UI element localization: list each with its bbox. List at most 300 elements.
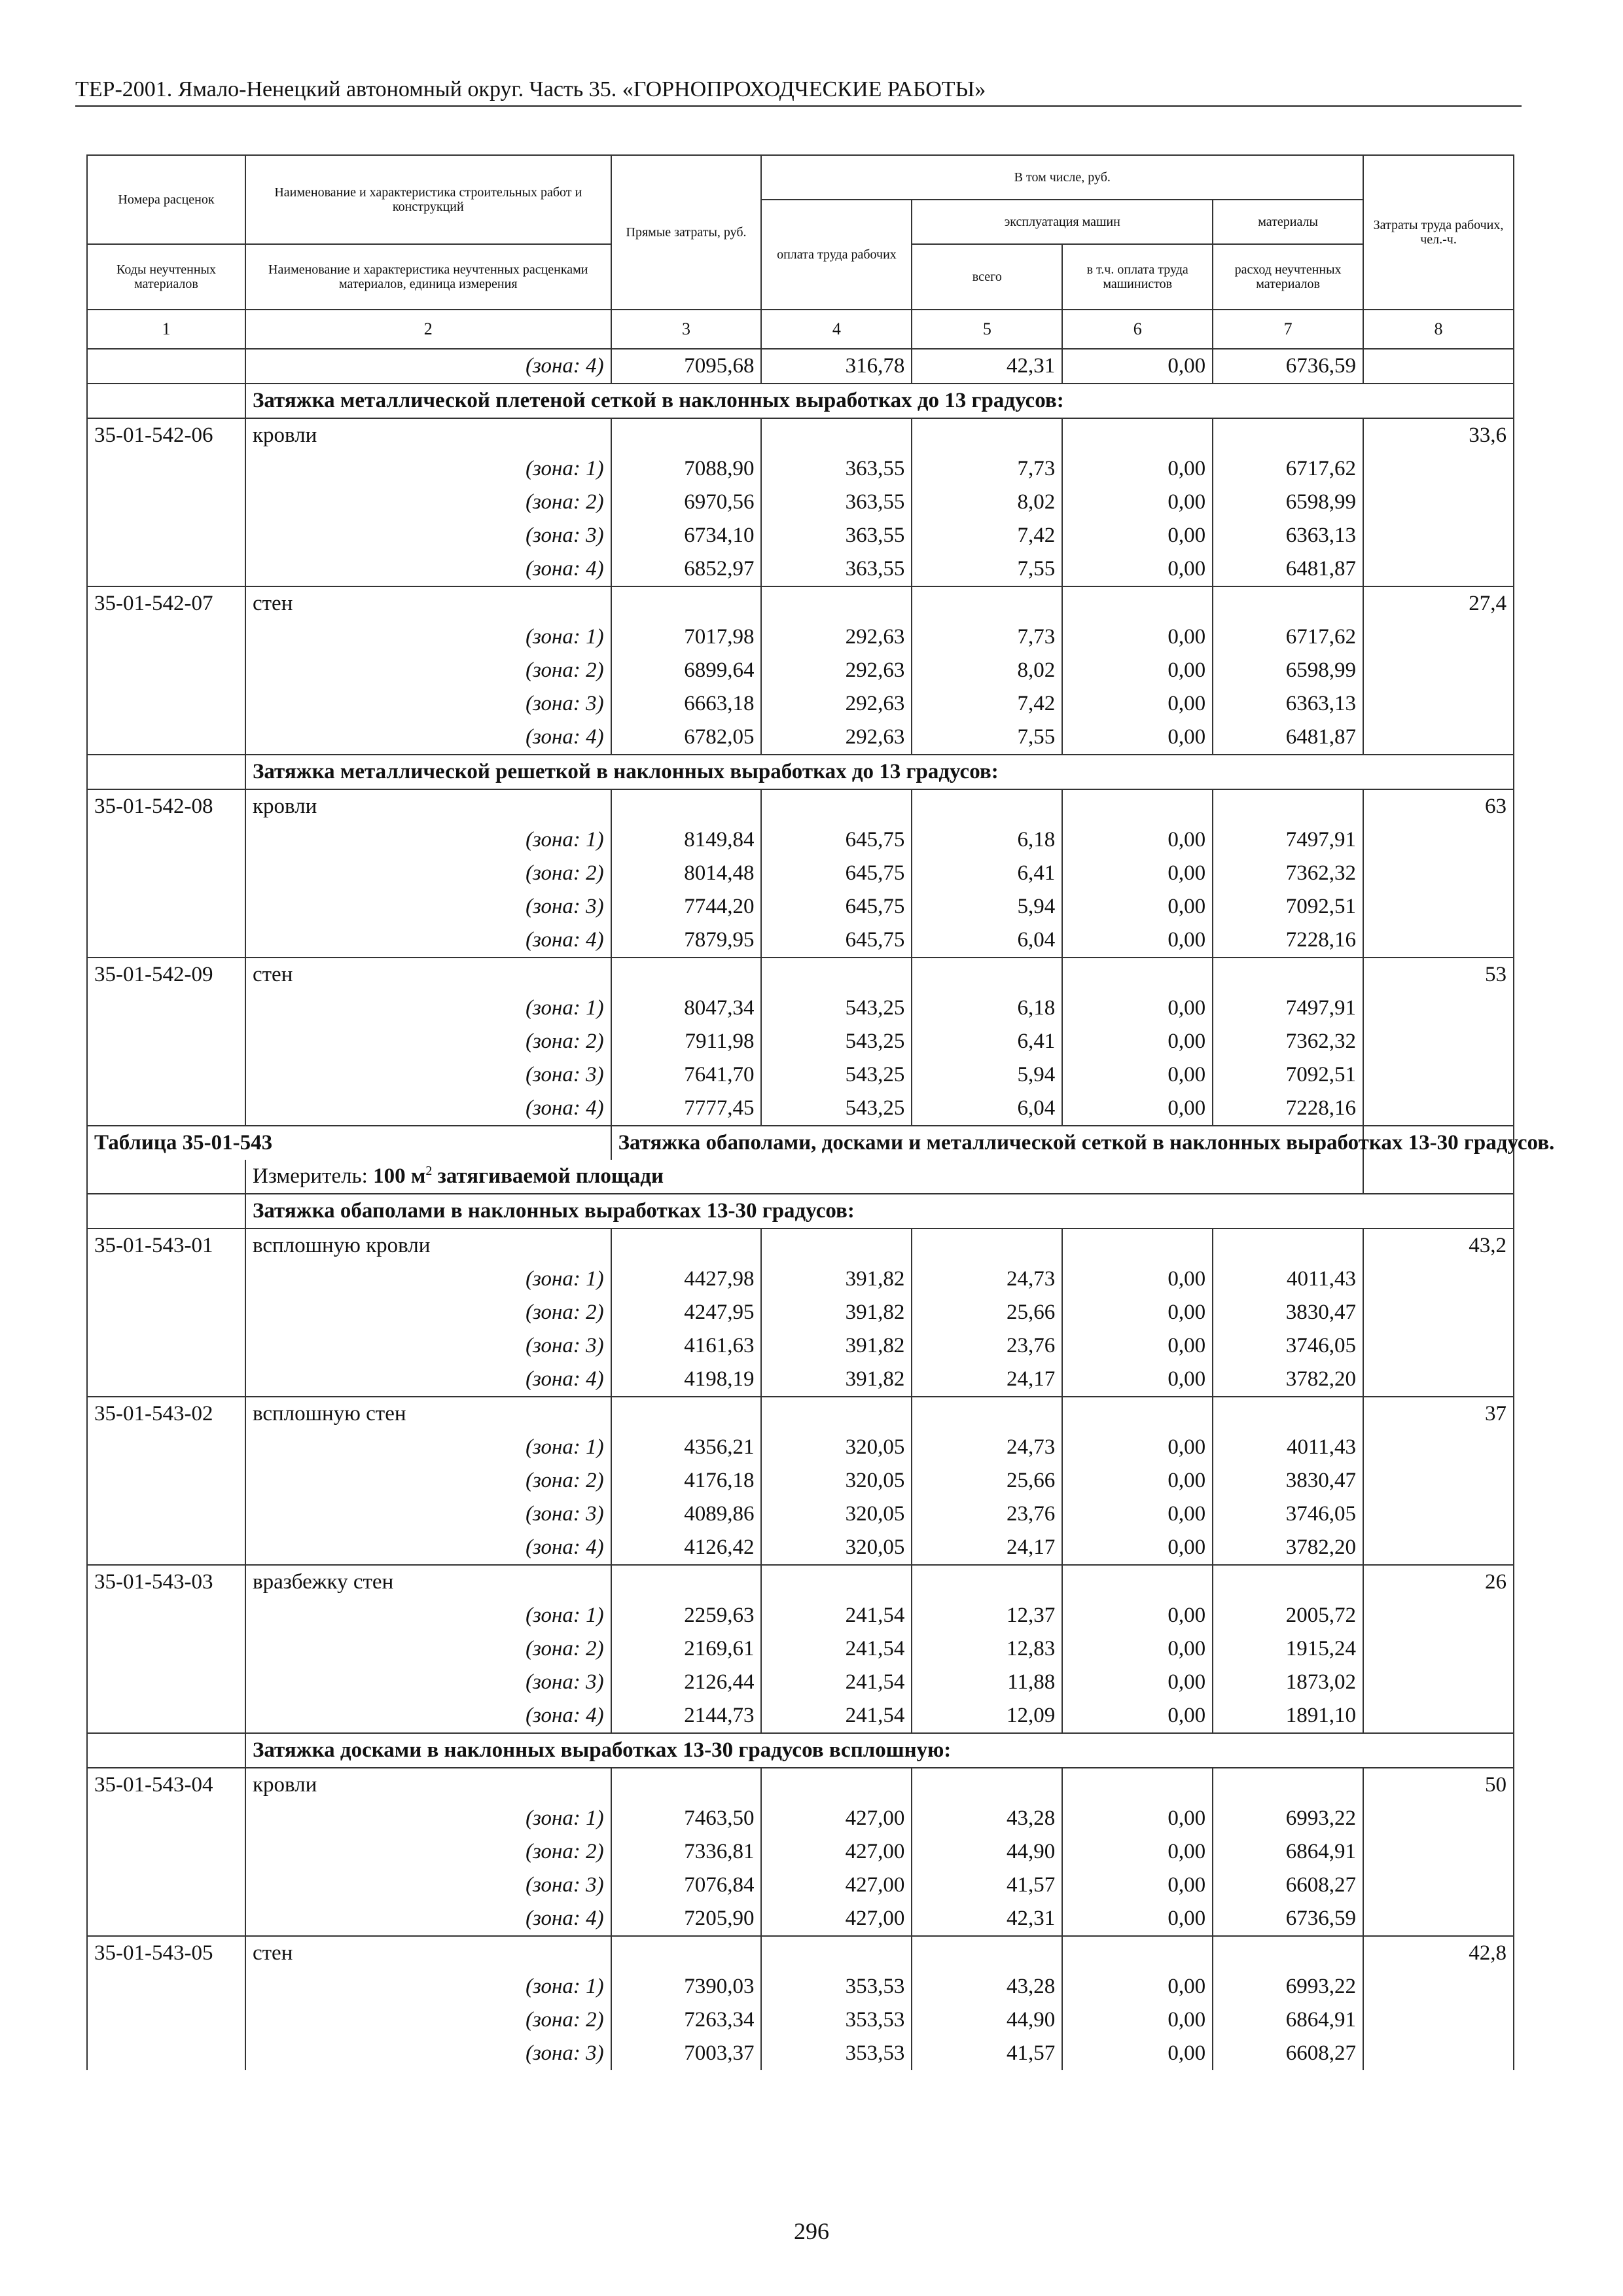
empty-cell bbox=[912, 958, 1062, 992]
table-row bbox=[87, 823, 1514, 857]
work-name: кровли bbox=[245, 789, 611, 823]
column-number: 3 bbox=[611, 310, 762, 349]
machines-total-cell: 6,41 bbox=[912, 857, 1062, 890]
materials-cell: 7362,32 bbox=[1213, 1025, 1363, 1058]
code-cell bbox=[87, 687, 245, 721]
machines-total-cell: 7,42 bbox=[912, 519, 1062, 552]
code-cell bbox=[87, 1632, 245, 1666]
empty-cell bbox=[611, 1229, 762, 1263]
empty-cell bbox=[912, 1397, 1062, 1431]
labor-cost-cell bbox=[1363, 1431, 1514, 1464]
zone-label: (зона: 4) bbox=[245, 1699, 611, 1733]
item-row bbox=[87, 1397, 1514, 1431]
labor-pay-cell: 363,55 bbox=[761, 452, 912, 486]
materials-cell: 6608,27 bbox=[1213, 2037, 1363, 2070]
labor-pay-cell: 427,00 bbox=[761, 1802, 912, 1835]
materials-cell: 3746,05 bbox=[1213, 1329, 1363, 1363]
labor-pay-cell: 391,82 bbox=[761, 1296, 912, 1329]
machine-operators-cell: 0,00 bbox=[1062, 924, 1213, 958]
labor-cost-cell bbox=[1363, 654, 1514, 687]
labor-cost-cell bbox=[1363, 1058, 1514, 1092]
labor-pay-cell: 543,25 bbox=[761, 1058, 912, 1092]
labor-pay-cell: 645,75 bbox=[761, 823, 912, 857]
labor-pay-cell: 543,25 bbox=[761, 1025, 912, 1058]
machine-operators-cell: 0,00 bbox=[1062, 1531, 1213, 1565]
direct-cost-cell: 7263,34 bbox=[611, 2003, 762, 2037]
machine-operators-cell: 0,00 bbox=[1062, 452, 1213, 486]
labor-cost-cell: 26 bbox=[1363, 1565, 1514, 1599]
machine-operators-cell: 0,00 bbox=[1062, 1329, 1213, 1363]
labor-pay-cell: 292,63 bbox=[761, 687, 912, 721]
machines-total-cell: 12,83 bbox=[912, 1632, 1062, 1666]
labor-cost-cell bbox=[1363, 924, 1514, 958]
col-head-num-b: Коды неучтенных материалов bbox=[87, 244, 245, 310]
machine-operators-cell: 0,00 bbox=[1062, 823, 1213, 857]
table-row bbox=[87, 1058, 1514, 1092]
machine-operators-cell: 0,00 bbox=[1062, 992, 1213, 1025]
document-header: ТЕР-2001. Ямало-Ненецкий автономный округ. Часть 35. «ГОРНОПРОХОДЧЕСКИЕ РАБОТЫ» bbox=[75, 77, 986, 101]
direct-cost-cell: 7017,98 bbox=[611, 620, 762, 654]
table-row bbox=[87, 687, 1514, 721]
direct-cost-cell: 7003,37 bbox=[611, 2037, 762, 2070]
code-cell bbox=[87, 1802, 245, 1835]
direct-cost-cell: 4089,86 bbox=[611, 1498, 762, 1531]
section-spacer bbox=[87, 755, 245, 789]
machine-operators-cell: 0,00 bbox=[1062, 486, 1213, 519]
empty-cell bbox=[1062, 1229, 1213, 1263]
zone-label: (зона: 4) bbox=[245, 924, 611, 958]
section-title: Затяжка обаполами в наклонных выработках 13-30 градусов: bbox=[245, 1194, 1514, 1229]
empty-cell bbox=[1213, 1229, 1363, 1263]
rate-code: 35-01-542-07 bbox=[87, 586, 245, 620]
machines-total-cell: 7,73 bbox=[912, 620, 1062, 654]
section-spacer bbox=[87, 1194, 245, 1229]
empty-cell bbox=[1062, 1936, 1213, 1970]
empty-cell bbox=[912, 1229, 1062, 1263]
labor-cost-cell bbox=[1363, 992, 1514, 1025]
labor-pay-cell: 320,05 bbox=[761, 1431, 912, 1464]
col-head-name-a: Наименование и характеристика строительных работ и конструкций bbox=[245, 155, 611, 244]
machine-operators-cell: 0,00 bbox=[1062, 1835, 1213, 1869]
table-number: Таблица 35-01-543 bbox=[87, 1126, 611, 1160]
labor-cost-cell bbox=[1363, 1802, 1514, 1835]
machine-operators-cell: 0,00 bbox=[1062, 1092, 1213, 1126]
materials-cell: 6598,99 bbox=[1213, 486, 1363, 519]
labor-cost-cell bbox=[1363, 1632, 1514, 1666]
machine-operators-cell: 0,00 bbox=[1062, 1666, 1213, 1699]
rate-code: 35-01-542-06 bbox=[87, 418, 245, 452]
labor-pay-cell: 645,75 bbox=[761, 890, 912, 924]
zone-label: (зона: 2) bbox=[245, 1632, 611, 1666]
empty-cell bbox=[1213, 789, 1363, 823]
machines-total-cell: 7,42 bbox=[912, 687, 1062, 721]
item-row bbox=[87, 1768, 1514, 1802]
col-head-labor-pay: оплата труда рабочих bbox=[761, 200, 912, 310]
table-row bbox=[87, 620, 1514, 654]
unit-value: 100 м bbox=[373, 1164, 426, 1188]
machines-total-cell: 5,94 bbox=[912, 890, 1062, 924]
materials-cell: 6481,87 bbox=[1213, 721, 1363, 755]
direct-cost-cell: 7641,70 bbox=[611, 1058, 762, 1092]
table-row bbox=[87, 857, 1514, 890]
direct-cost-cell: 8149,84 bbox=[611, 823, 762, 857]
labor-pay-cell: 363,55 bbox=[761, 519, 912, 552]
direct-cost-cell: 2259,63 bbox=[611, 1599, 762, 1632]
code-cell bbox=[87, 1329, 245, 1363]
materials-cell: 6363,13 bbox=[1213, 687, 1363, 721]
labor-cost-cell bbox=[1363, 1835, 1514, 1869]
machines-total-cell: 6,18 bbox=[912, 992, 1062, 1025]
table-row bbox=[87, 654, 1514, 687]
zone-label: (зона: 1) bbox=[245, 1263, 611, 1296]
machines-total-cell: 5,94 bbox=[912, 1058, 1062, 1092]
empty-cell bbox=[1062, 789, 1213, 823]
item-row bbox=[87, 789, 1514, 823]
table-row bbox=[87, 486, 1514, 519]
table-row bbox=[87, 1599, 1514, 1632]
empty-cell bbox=[912, 1768, 1062, 1802]
code-cell bbox=[87, 1058, 245, 1092]
zone-label: (зона: 2) bbox=[245, 1835, 611, 1869]
unit-spacer-right bbox=[1363, 1160, 1514, 1194]
machine-operators-cell: 0,00 bbox=[1062, 1431, 1213, 1464]
labor-cost-cell bbox=[1363, 620, 1514, 654]
direct-cost-cell: 4247,95 bbox=[611, 1296, 762, 1329]
table-caption-row bbox=[87, 1126, 1514, 1160]
machines-total-cell: 23,76 bbox=[912, 1498, 1062, 1531]
machine-operators-cell: 0,00 bbox=[1062, 349, 1213, 384]
labor-cost-cell bbox=[1363, 2037, 1514, 2070]
table-row bbox=[87, 992, 1514, 1025]
page-number: 296 bbox=[794, 2218, 829, 2244]
machines-total-cell: 24,17 bbox=[912, 1531, 1062, 1565]
machine-operators-cell: 0,00 bbox=[1062, 1464, 1213, 1498]
direct-cost-cell: 6663,18 bbox=[611, 687, 762, 721]
machine-operators-cell: 0,00 bbox=[1062, 552, 1213, 586]
machines-total-cell: 44,90 bbox=[912, 1835, 1062, 1869]
table-row bbox=[87, 1835, 1514, 1869]
code-cell bbox=[87, 1835, 245, 1869]
labor-pay-cell: 292,63 bbox=[761, 620, 912, 654]
materials-cell: 6608,27 bbox=[1213, 1869, 1363, 1902]
labor-pay-cell: 427,00 bbox=[761, 1902, 912, 1936]
item-row bbox=[87, 1565, 1514, 1599]
machine-operators-cell: 0,00 bbox=[1062, 1869, 1213, 1902]
materials-cell: 6864,91 bbox=[1213, 2003, 1363, 2037]
labor-cost-cell bbox=[1363, 1699, 1514, 1733]
materials-cell: 6736,59 bbox=[1213, 349, 1363, 384]
labor-pay-cell: 320,05 bbox=[761, 1531, 912, 1565]
machine-operators-cell: 0,00 bbox=[1062, 1296, 1213, 1329]
labor-cost-cell: 27,4 bbox=[1363, 586, 1514, 620]
machines-total-cell: 42,31 bbox=[912, 349, 1062, 384]
machines-total-cell: 24,73 bbox=[912, 1431, 1062, 1464]
zone-label: (зона: 1) bbox=[245, 1802, 611, 1835]
materials-cell: 6736,59 bbox=[1213, 1902, 1363, 1936]
labor-cost-cell: 42,8 bbox=[1363, 1936, 1514, 1970]
labor-cost-cell bbox=[1363, 1666, 1514, 1699]
empty-cell bbox=[1213, 1397, 1363, 1431]
table-row bbox=[87, 1531, 1514, 1565]
empty-cell bbox=[1062, 418, 1213, 452]
labor-pay-cell: 427,00 bbox=[761, 1835, 912, 1869]
col-head-machines: эксплуатация машин bbox=[912, 200, 1213, 244]
labor-cost-cell bbox=[1363, 1329, 1514, 1363]
code-cell bbox=[87, 519, 245, 552]
carry-over-row bbox=[87, 349, 1514, 384]
machine-operators-cell: 0,00 bbox=[1062, 1970, 1213, 2003]
work-name: вразбежку стен bbox=[245, 1565, 611, 1599]
column-number-row bbox=[87, 310, 1514, 349]
materials-cell: 6717,62 bbox=[1213, 452, 1363, 486]
labor-cost-cell bbox=[1363, 2003, 1514, 2037]
direct-cost-cell: 7390,03 bbox=[611, 1970, 762, 2003]
unit-measure bbox=[245, 1160, 1363, 1194]
table-row bbox=[87, 1666, 1514, 1699]
item-row bbox=[87, 418, 1514, 452]
zone-label: (зона: 1) bbox=[245, 452, 611, 486]
labor-pay-cell: 292,63 bbox=[761, 654, 912, 687]
table-row bbox=[87, 1498, 1514, 1531]
labor-pay-cell: 427,00 bbox=[761, 1869, 912, 1902]
direct-cost-cell: 6782,05 bbox=[611, 721, 762, 755]
labor-cost-cell bbox=[1363, 1869, 1514, 1902]
direct-cost-cell: 6852,97 bbox=[611, 552, 762, 586]
labor-pay-cell: 241,54 bbox=[761, 1666, 912, 1699]
table-row bbox=[87, 1329, 1514, 1363]
labor-pay-cell: 363,55 bbox=[761, 552, 912, 586]
code-cell bbox=[87, 2003, 245, 2037]
code-cell bbox=[87, 486, 245, 519]
section-row bbox=[87, 1194, 1514, 1229]
direct-cost-cell: 4198,19 bbox=[611, 1363, 762, 1397]
table-row bbox=[87, 1632, 1514, 1666]
code-cell bbox=[87, 1699, 245, 1733]
zone-label: (зона: 1) bbox=[245, 992, 611, 1025]
empty-cell bbox=[1062, 1768, 1213, 1802]
direct-cost-cell: 7076,84 bbox=[611, 1869, 762, 1902]
empty-cell bbox=[1213, 418, 1363, 452]
table-row bbox=[87, 924, 1514, 958]
col-head-mach-ops: в т.ч. оплата труда машинистов bbox=[1062, 244, 1213, 310]
machine-operators-cell: 0,00 bbox=[1062, 654, 1213, 687]
section-row bbox=[87, 384, 1514, 418]
machines-total-cell: 6,41 bbox=[912, 1025, 1062, 1058]
empty-cell bbox=[912, 789, 1062, 823]
table-caption-block bbox=[87, 1126, 1555, 1194]
empty-cell bbox=[912, 418, 1062, 452]
rate-code: 35-01-542-09 bbox=[87, 958, 245, 992]
machines-total-cell: 11,88 bbox=[912, 1666, 1062, 1699]
direct-cost-cell: 6734,10 bbox=[611, 519, 762, 552]
labor-pay-cell: 645,75 bbox=[761, 857, 912, 890]
table-row bbox=[87, 552, 1514, 586]
code-cell bbox=[87, 1902, 245, 1936]
labor-cost-cell bbox=[1363, 552, 1514, 586]
table-row bbox=[87, 721, 1514, 755]
labor-pay-cell: 316,78 bbox=[761, 349, 912, 384]
section-spacer bbox=[87, 1733, 245, 1768]
zone-label: (зона: 3) bbox=[245, 687, 611, 721]
direct-cost-cell: 6899,64 bbox=[611, 654, 762, 687]
labor-pay-cell: 543,25 bbox=[761, 1092, 912, 1126]
empty-cell bbox=[1213, 1936, 1363, 1970]
labor-cost-cell bbox=[1363, 1363, 1514, 1397]
section-row bbox=[87, 1733, 1514, 1768]
work-name: кровли bbox=[245, 1768, 611, 1802]
empty-cell bbox=[761, 586, 912, 620]
code-cell bbox=[87, 2037, 245, 2070]
table-row bbox=[87, 1970, 1514, 2003]
empty-cell bbox=[761, 1397, 912, 1431]
zone-label: (зона: 3) bbox=[245, 1058, 611, 1092]
machines-total-cell: 12,09 bbox=[912, 1699, 1062, 1733]
direct-cost-cell: 2144,73 bbox=[611, 1699, 762, 1733]
zone-label: (зона: 4) bbox=[245, 1531, 611, 1565]
zone-label: (зона: 2) bbox=[245, 2003, 611, 2037]
table-row bbox=[87, 1802, 1514, 1835]
empty-cell bbox=[912, 1936, 1062, 1970]
table-row bbox=[87, 1296, 1514, 1329]
work-name: кровли bbox=[245, 418, 611, 452]
column-number: 2 bbox=[245, 310, 611, 349]
machine-operators-cell: 0,00 bbox=[1062, 1025, 1213, 1058]
zone-label: (зона: 1) bbox=[245, 1599, 611, 1632]
labor-cost-cell bbox=[1363, 519, 1514, 552]
col-head-num-a: Номера расценок bbox=[87, 155, 245, 244]
zone-label: (зона: 3) bbox=[245, 1869, 611, 1902]
column-number: 7 bbox=[1213, 310, 1363, 349]
machines-total-cell: 6,18 bbox=[912, 823, 1062, 857]
empty-cell bbox=[761, 1565, 912, 1599]
direct-cost-cell: 7205,90 bbox=[611, 1902, 762, 1936]
zone-label: (зона: 2) bbox=[245, 1025, 611, 1058]
machine-operators-cell: 0,00 bbox=[1062, 721, 1213, 755]
code-cell bbox=[87, 992, 245, 1025]
zone-label: (зона: 2) bbox=[245, 486, 611, 519]
labor-cost-cell bbox=[1363, 486, 1514, 519]
machine-operators-cell: 0,00 bbox=[1062, 620, 1213, 654]
labor-pay-cell: 645,75 bbox=[761, 924, 912, 958]
work-name: всплошную стен bbox=[245, 1397, 611, 1431]
machine-operators-cell: 0,00 bbox=[1062, 687, 1213, 721]
table-row bbox=[87, 1699, 1514, 1733]
code-cell bbox=[87, 654, 245, 687]
direct-cost-cell: 4126,42 bbox=[611, 1531, 762, 1565]
empty-cell bbox=[1213, 958, 1363, 992]
materials-cell: 1891,10 bbox=[1213, 1699, 1363, 1733]
unit-spacer bbox=[87, 1160, 245, 1194]
labor-cost-cell bbox=[1363, 857, 1514, 890]
labor-pay-cell: 391,82 bbox=[761, 1329, 912, 1363]
labor-cost-cell: 53 bbox=[1363, 958, 1514, 992]
direct-cost-cell: 2126,44 bbox=[611, 1666, 762, 1699]
table-body-part-b bbox=[87, 1194, 1514, 2070]
code-cell bbox=[87, 1431, 245, 1464]
machines-total-cell: 43,28 bbox=[912, 1802, 1062, 1835]
direct-cost-cell: 7777,45 bbox=[611, 1092, 762, 1126]
labor-pay-cell: 353,53 bbox=[761, 1970, 912, 2003]
labor-cost-cell bbox=[1363, 1599, 1514, 1632]
work-name: всплошную кровли bbox=[245, 1229, 611, 1263]
direct-cost-cell: 4427,98 bbox=[611, 1263, 762, 1296]
work-name: стен bbox=[245, 958, 611, 992]
materials-cell: 6598,99 bbox=[1213, 654, 1363, 687]
code-cell bbox=[87, 349, 245, 384]
labor-cost-cell: 63 bbox=[1363, 789, 1514, 823]
empty-cell bbox=[611, 586, 762, 620]
labor-cost-cell bbox=[1363, 1970, 1514, 2003]
direct-cost-cell: 7095,68 bbox=[611, 349, 762, 384]
machines-total-cell: 24,17 bbox=[912, 1363, 1062, 1397]
empty-cell bbox=[1213, 1768, 1363, 1802]
materials-cell: 1915,24 bbox=[1213, 1632, 1363, 1666]
unit-rest: затягиваемой площади bbox=[437, 1164, 664, 1188]
code-cell bbox=[87, 823, 245, 857]
labor-cost-cell bbox=[1363, 1902, 1514, 1936]
zone-label: (зона: 3) bbox=[245, 890, 611, 924]
labor-pay-cell: 241,54 bbox=[761, 1599, 912, 1632]
materials-cell: 6993,22 bbox=[1213, 1802, 1363, 1835]
zone-label: (зона: 4) bbox=[245, 721, 611, 755]
machine-operators-cell: 0,00 bbox=[1062, 1699, 1213, 1733]
table-row bbox=[87, 2003, 1514, 2037]
materials-cell: 7497,91 bbox=[1213, 992, 1363, 1025]
machines-total-cell: 6,04 bbox=[912, 1092, 1062, 1126]
labor-cost-cell bbox=[1363, 687, 1514, 721]
machines-total-cell: 23,76 bbox=[912, 1329, 1062, 1363]
materials-cell: 7497,91 bbox=[1213, 823, 1363, 857]
rate-code: 35-01-543-05 bbox=[87, 1936, 245, 1970]
empty-cell bbox=[1062, 586, 1213, 620]
labor-pay-cell: 391,82 bbox=[761, 1263, 912, 1296]
materials-cell: 4011,43 bbox=[1213, 1263, 1363, 1296]
work-name: стен bbox=[245, 586, 611, 620]
machine-operators-cell: 0,00 bbox=[1062, 1363, 1213, 1397]
column-number: 4 bbox=[761, 310, 912, 349]
rate-code: 35-01-543-03 bbox=[87, 1565, 245, 1599]
labor-pay-cell: 241,54 bbox=[761, 1699, 912, 1733]
column-number: 6 bbox=[1062, 310, 1213, 349]
machines-total-cell: 7,55 bbox=[912, 721, 1062, 755]
machine-operators-cell: 0,00 bbox=[1062, 1599, 1213, 1632]
unit-label: Измеритель: bbox=[252, 1164, 368, 1188]
zone-label: (зона: 2) bbox=[245, 1296, 611, 1329]
direct-cost-cell: 4176,18 bbox=[611, 1464, 762, 1498]
code-cell bbox=[87, 1531, 245, 1565]
machine-operators-cell: 0,00 bbox=[1062, 1902, 1213, 1936]
materials-cell: 3782,20 bbox=[1213, 1531, 1363, 1565]
labor-cost-cell bbox=[1363, 721, 1514, 755]
zone-label: (зона: 2) bbox=[245, 1464, 611, 1498]
materials-cell: 6363,13 bbox=[1213, 519, 1363, 552]
labor-cost-cell bbox=[1363, 1531, 1514, 1565]
materials-cell: 1873,02 bbox=[1213, 1666, 1363, 1699]
col-head-labor-cost: Затраты труда рабочих, чел.-ч. bbox=[1363, 155, 1514, 310]
empty-cell bbox=[761, 1229, 912, 1263]
empty-cell bbox=[1213, 1565, 1363, 1599]
materials-cell: 3830,47 bbox=[1213, 1296, 1363, 1329]
section-title: Затяжка досками в наклонных выработках 13-30 градусов всплошную: bbox=[245, 1733, 1514, 1768]
empty-cell bbox=[611, 958, 762, 992]
materials-cell: 4011,43 bbox=[1213, 1431, 1363, 1464]
table-row bbox=[87, 1464, 1514, 1498]
table-body-part-a bbox=[87, 349, 1514, 1126]
empty-cell bbox=[611, 789, 762, 823]
code-cell bbox=[87, 1869, 245, 1902]
zone-label: (зона: 4) bbox=[245, 1092, 611, 1126]
zone-label: (зона: 2) bbox=[245, 857, 611, 890]
